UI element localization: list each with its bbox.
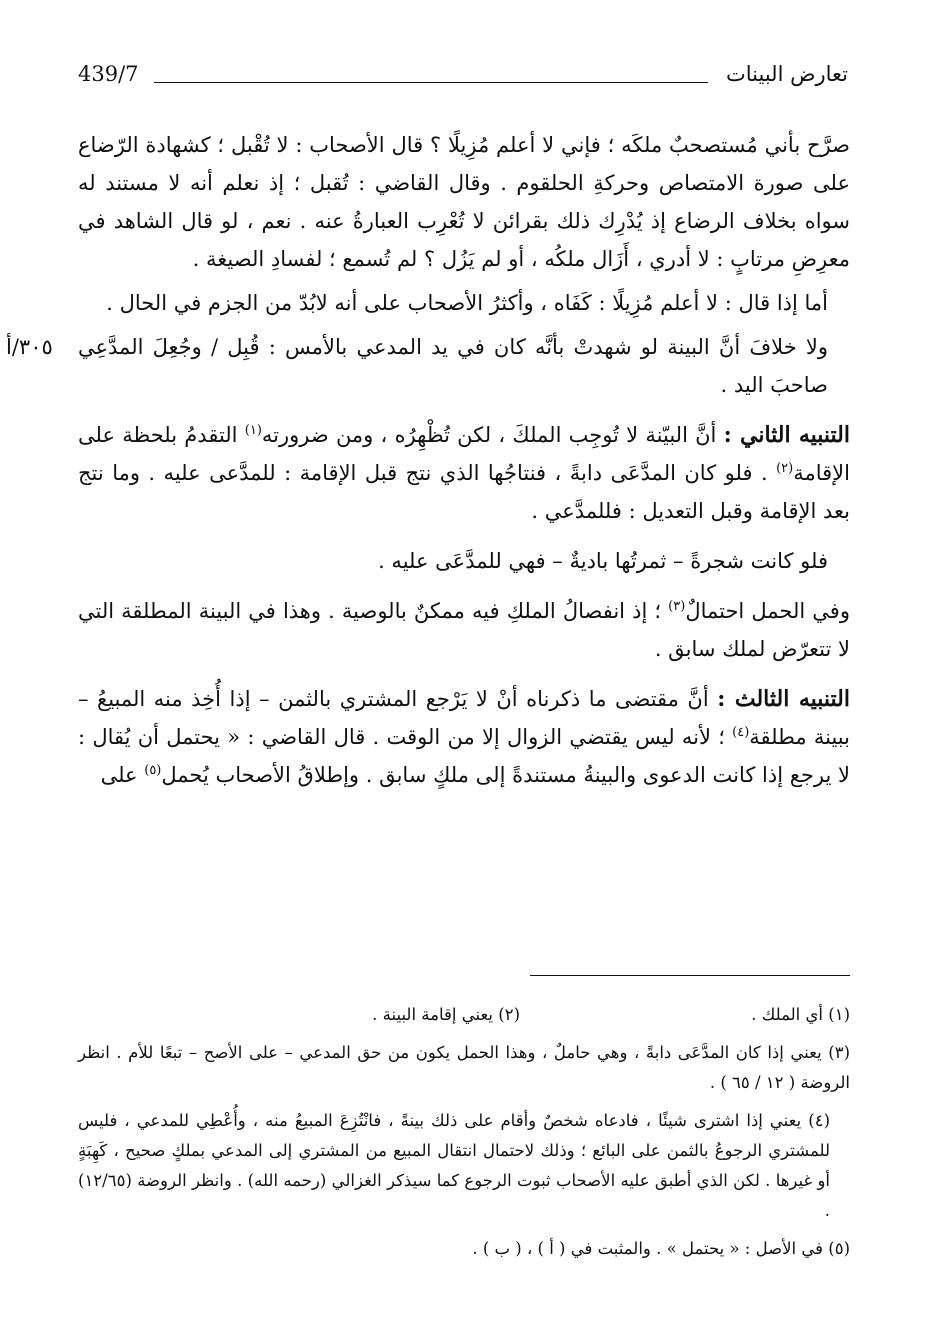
page-number: 439/7 bbox=[78, 62, 139, 86]
paragraph-2: أما إذا قال : لا أعلم مُزِيلًا : كَفَاه ، وأكثرُ الأصحاب على أنه لابُدّ من الجزم في الحال . bbox=[106, 291, 828, 315]
footnote-ref-2[interactable]: (٢) bbox=[776, 461, 794, 476]
paragraph-6-text-a: وفي الحمل احتمالٌ bbox=[685, 599, 850, 623]
margin-folio-note: ٣٠٥/أ bbox=[6, 335, 53, 359]
footnote-ref-4[interactable]: (٤) bbox=[732, 725, 750, 740]
paragraph-6 bbox=[78, 592, 850, 668]
running-header bbox=[78, 60, 848, 96]
paragraph-1: صرَّح بأني مُستصحبٌ ملكَه ؛ فإني لا أعلم مُزِيلًا ؟ قال الأصحاب : لا تُقْبل ؛ كشهادة الرّضاع على صورة الامتصاص وحركةِ الحلقوم . وقال القاضي : تُقبل ؛ إذ نعلم أنه لا مستند له سواه بخلاف الرضاع إذ يُدْرِك ذلك بقرائن لا تُعْرِب العبارةُ عنه . نعم ، لو قال الشاهد في معرِضِ مرتابٍ : لا أدري ، أَزَال ملكُه ، أو لم يَزُل ؟ لم تُسمع ؛ لفسادِ الصيغة . bbox=[78, 133, 850, 271]
footnote-4: (٤) يعني إذا اشترى شيئًا ، فادعاه شخصٌ وأقام على ذلك بينةً ، فانْتُزِعَ المبيعُ منه ، وأُعْطِي للمدعي ، فليس للمشتري الرجوعُ بالثمن على البائع ؛ وذلك لاحتمال انتقال المبيع من المشتري إلى المدعي بملكٍ صحيح ، كَهِبَةٍ أو غيرها . لكن الذي أطبق عليه الأصحاب ثبوت الرجوع كما سيذكر الغزالي (رحمه الله) . وانظر الروضة (١٢/٦٥) . bbox=[78, 1111, 830, 1220]
footnote-separator bbox=[530, 975, 850, 976]
paragraph-3-text: ولا خلافَ أنَّ البينة لو شهدتْ بأنَّه كان في يد المدعي بالأمس : قُبِل / وجُعِلَ المدَّعِي صاحبَ اليد . bbox=[78, 335, 828, 397]
header-rule bbox=[154, 82, 708, 83]
paragraph-7 bbox=[78, 680, 850, 794]
footnote-ref-5[interactable]: (٥) bbox=[144, 763, 162, 778]
paragraph-7-text-a: أنَّ مقتضى ما ذكرناه أنْ لا يَرْجع المشتري بالثمن – إذا أُخِذ منه المبيعُ – ببينة مطلقة bbox=[78, 687, 850, 749]
paragraph-5: فلو كانت شجرةً – ثمرتُها باديةٌ – فهي للمدَّعَى عليه . bbox=[378, 549, 828, 573]
paragraph-4-text-a: أنَّ البيّنة لا تُوجِب الملكَ ، لكن تُظْهِرُه ، ومن ضرورته bbox=[261, 423, 724, 447]
note-heading-2: التنبيه الثاني : bbox=[723, 422, 850, 448]
footnotes bbox=[78, 1000, 850, 1272]
paragraph-4-text-b: التقدمُ بلحظة على الإقامة bbox=[78, 423, 850, 485]
footnote-3: (٣) يعني إذا كان المدَّعَى دابةً ، وهي حاملٌ ، وهذا الحمل يكون من حق المدعي – على الأصح – تبعًا للأم . انظر الروضة ( ١٢ / ٦٥ ) . bbox=[78, 1043, 850, 1092]
paragraph-7-text-c: على bbox=[100, 763, 145, 787]
footnote-2: (٢) يعني إقامة البينة . bbox=[372, 1005, 520, 1024]
paragraph-6-text-b: ؛ إذ انفصالُ الملكِ فيه ممكنٌ بالوصية . وهذا في البينة المطلقة التي لا تتعرّض لملك سابق . bbox=[78, 599, 850, 661]
footnote-row-1-2 bbox=[78, 1000, 850, 1030]
paragraph-4 bbox=[78, 416, 850, 530]
footnote-1: (١) أي الملك . bbox=[751, 1005, 850, 1024]
note-heading-3: التنبيه الثالث : bbox=[717, 686, 850, 712]
paragraph-3 bbox=[6, 328, 850, 404]
footnote-ref-1[interactable]: (١) bbox=[244, 423, 262, 438]
paragraph-7-text-b: ؛ لأنه ليس يقتضي الزوال إلا من الوقت . قال القاضي : « يحتمل أن يُقال : لا يرجع إذا كانت الدعوى والبينةُ مستندةً إلى ملكٍ سابق . وإطلاقُ الأصحاب يُحمل bbox=[78, 725, 850, 787]
main-text bbox=[6, 126, 850, 806]
chapter-title: تعارض البينات bbox=[726, 62, 848, 86]
paragraph-4-text-c: . فلو كان المدَّعَى دابةً ، فنتاجُها الذي نتج قبل الإقامة : للمدَّعى عليه . وما نتج بعد الإقامة وقبل التعديل : فللمدَّعي . bbox=[78, 461, 850, 523]
footnote-ref-3[interactable]: (٣) bbox=[668, 599, 686, 614]
footnote-5: (٥) في الأصل : « يحتمل » . والمثبت في ( أ ) ، ( ب ) . bbox=[472, 1239, 850, 1258]
